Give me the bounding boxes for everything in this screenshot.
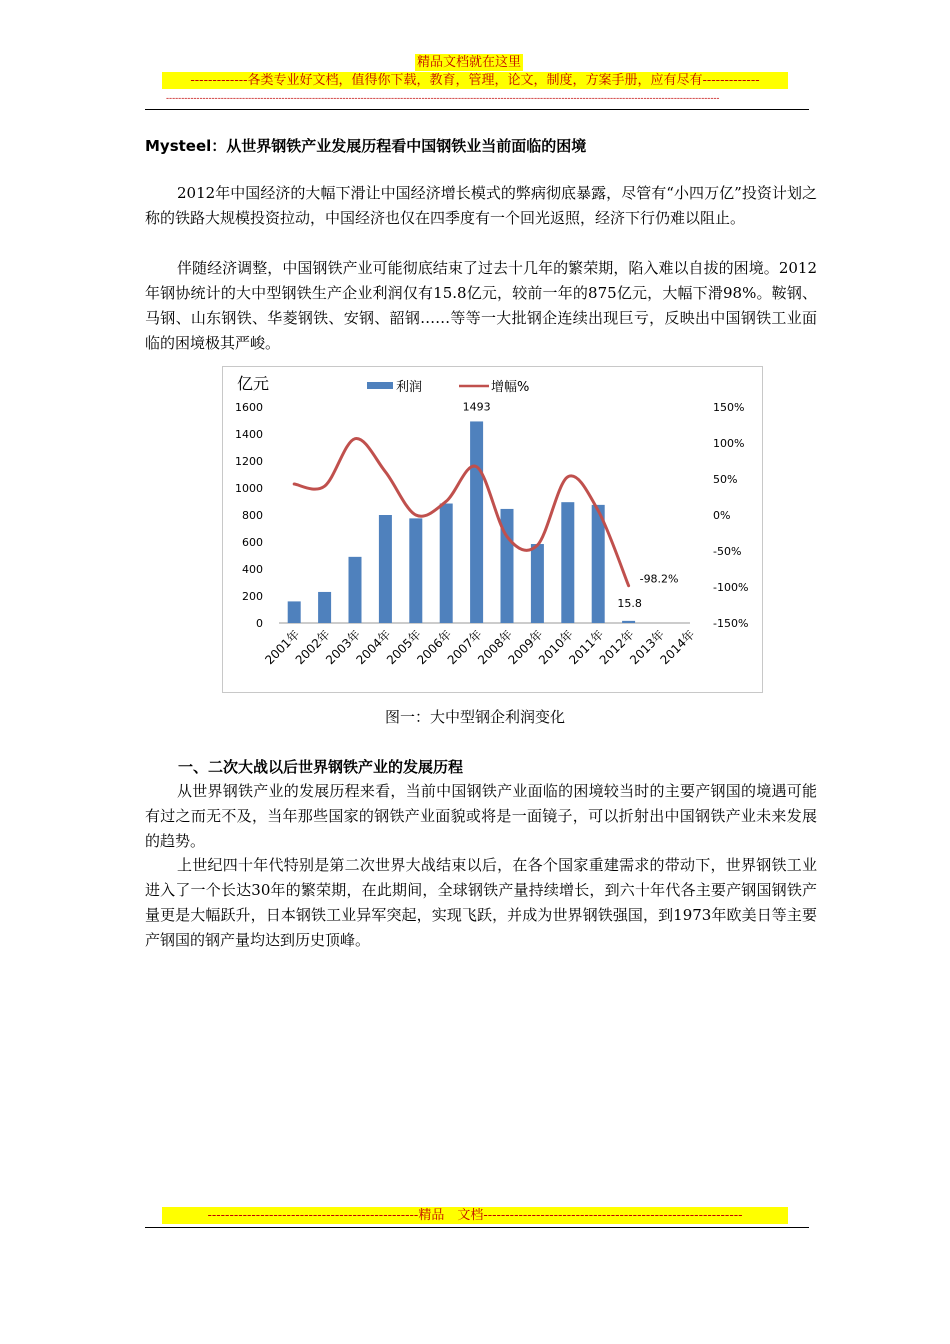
x-tick-label: 2003年	[323, 627, 364, 668]
annotation-peak-profit: 1493	[462, 400, 491, 414]
right-tick-label: 150%	[713, 401, 745, 414]
left-tick-label: 1000	[235, 482, 263, 495]
legend-bar-label: 利润	[396, 380, 423, 395]
left-tick-label: 0	[256, 617, 263, 630]
section-heading: 一、二次大战以后世界钢铁产业的发展历程	[178, 758, 464, 776]
right-axis	[713, 401, 748, 630]
header-badge: 精品文档就在这里	[417, 55, 522, 70]
x-axis-labels	[262, 627, 698, 668]
right-tick-label: -50%	[713, 545, 742, 558]
x-tick-label: 2001年	[262, 627, 303, 668]
profit-bar	[379, 515, 392, 623]
x-tick-label: 2013年	[627, 627, 668, 668]
right-tick-label: -100%	[713, 581, 749, 594]
document-title: Mysteel：从世界钢铁产业发展历程看中国钢铁业当前面临的困境	[145, 137, 587, 155]
legend-bar-swatch	[367, 382, 393, 389]
left-tick-label: 800	[242, 509, 263, 522]
header-banner: -------------各类专业好文档，值得你下载，教育，管理，论文，制度，方案手册，应有尽有-------------	[162, 72, 788, 89]
left-tick-label: 1200	[235, 455, 263, 468]
x-tick-label: 2006年	[414, 627, 455, 668]
paragraph-history-mirror: 从世界钢铁产业的发展历程来看，当前中国钢铁产业面临的困境较当时的主要产钢国的境遇可能有过之而无不及，当年那些国家的钢铁产业面貌或将是一面镜子，可以折射出中国钢铁产业未来发展的趋势。	[145, 782, 817, 850]
paragraph-profit-decline: 伴随经济调整，中国钢铁产业可能彻底结束了过去十几年的繁荣期，陷入难以自拔的困境。2012年钢协统计的大中型钢铁生产企业利润仅有15.8亿元，较前一年的875亿元，大幅下滑98%。鞍钢、马钢、山东钢铁、华菱钢铁、安钢、韶钢……等等一大批钢企连续出现巨亏，反映出中国钢铁工业面临的困境极其严峻。	[145, 259, 817, 352]
x-tick-label: 2014年	[657, 627, 698, 668]
x-tick-label: 2010年	[535, 627, 576, 668]
x-tick-label: 2004年	[353, 627, 394, 668]
growth-line	[294, 439, 628, 586]
left-tick-label: 400	[242, 563, 263, 576]
profit-bar	[440, 504, 453, 623]
x-tick-label: 2007年	[444, 627, 485, 668]
left-tick-label: 1600	[235, 401, 263, 414]
x-tick-label: 2005年	[383, 627, 424, 668]
profit-chart-svg	[223, 367, 762, 692]
x-tick-label: 2011年	[566, 627, 607, 668]
figure-caption: 图一：大中型钢企利润变化	[384, 708, 565, 726]
left-tick-label: 600	[242, 536, 263, 549]
profit-bar	[409, 518, 422, 623]
legend-line-label: 增幅%	[491, 380, 530, 395]
header-rule	[145, 109, 809, 110]
profit-bar	[531, 544, 544, 623]
annotation-2012-growth: -98.2%	[639, 572, 679, 586]
x-tick-label: 2009年	[505, 627, 546, 668]
right-tick-label: -150%	[713, 617, 749, 630]
left-axis	[235, 401, 263, 630]
profit-bar	[349, 557, 362, 623]
paragraph-intro: 2012年中国经济的大幅下滑让中国经济增长模式的弊病彻底暴露，尽管有“小四万亿”投资计划之称的铁路大规模投资拉动，中国经济也仅在四季度有一个回光返照，经济下行仍难以阻止。	[145, 184, 817, 227]
unit-label: 亿元	[237, 374, 270, 393]
x-tick-label: 2008年	[475, 627, 516, 668]
profit-bar	[470, 421, 483, 623]
left-tick-label: 200	[242, 590, 263, 603]
header-dash-line: --------------------------------------------------------------------------------------------------------------------------------------------------------------------------------------	[166, 94, 720, 104]
profit-bar	[622, 621, 635, 623]
profit-chart	[222, 366, 763, 693]
paragraph-postwar-boom: 上世纪四十年代特别是第二次世界大战结束以后，在各个国家重建需求的带动下，世界钢铁工业进入了一个长达30年的繁荣期，在此期间，全球钢铁产量持续增长，到六十年代各主要产钢国钢铁产量更是大幅跃升，日本钢铁工业异军突起，实现飞跃，并成为世界钢铁强国，到1973年欧美日等主要产钢国的钢产量均达到历史顶峰。	[145, 856, 817, 949]
profit-bars	[288, 421, 635, 623]
profit-bar	[318, 592, 331, 623]
x-tick-label: 2002年	[292, 627, 333, 668]
footer-rule	[145, 1227, 809, 1228]
profit-bar	[288, 601, 301, 623]
x-tick-label: 2012年	[596, 627, 637, 668]
footer-banner: ------------------------------------------------精品 文档-----------------------------------------------------------	[162, 1207, 788, 1224]
profit-bar	[561, 502, 574, 623]
right-tick-label: 50%	[713, 473, 738, 486]
annotation-2012-profit: 15.8	[617, 596, 642, 610]
left-tick-label: 1400	[235, 428, 263, 441]
right-tick-label: 100%	[713, 437, 745, 450]
right-tick-label: 0%	[713, 509, 731, 522]
